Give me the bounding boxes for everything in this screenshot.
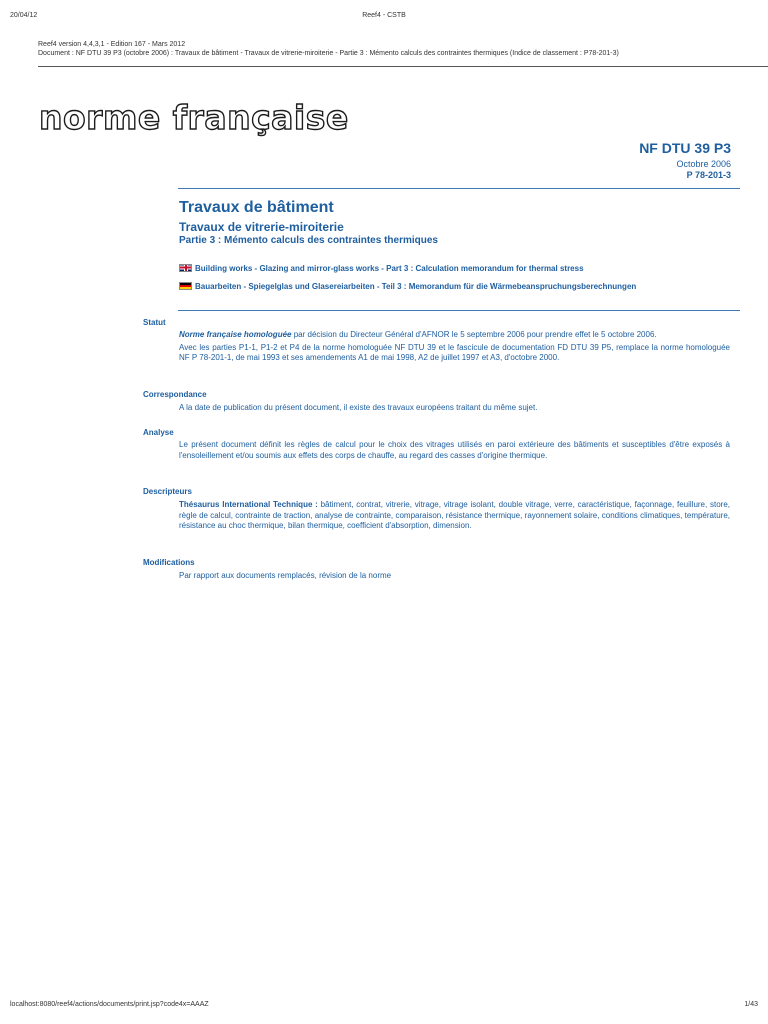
standard-code: NF DTU 39 P3 <box>639 140 731 156</box>
section-label-correspondance: Correspondance <box>143 390 207 399</box>
statut-paragraph-1 <box>179 330 730 341</box>
english-title-text: Building works - Glazing and mirror-glass works - Part 3 : Calculation memorandum for thermal stress <box>195 264 584 273</box>
uk-flag-icon <box>179 264 192 272</box>
header-divider <box>38 66 768 67</box>
section-body-descripteurs <box>179 500 730 532</box>
classification-index: P 78-201-3 <box>686 170 731 180</box>
document-title: Travaux de bâtiment <box>179 199 334 216</box>
german-title <box>179 281 739 292</box>
german-title-text: Bauarbeiten - Spiegelglas und Glasereiarbeiten - Teil 3 : Memorandum für die Wärmebeanspruchungsberechnungen <box>195 282 637 291</box>
statut-paragraph-2: Avec les parties P1-1, P1-2 et P4 de la norme homologuée NF DTU 39 et le fascicule de documentation FD DTU 39 P5, remplace la norme homologuée NF P 78-201-1, de mai 1993 et ses amendements A1 de mai 1998, A2 de juillet 1997 et A3, d'octobre 2000. <box>179 342 730 363</box>
section-body-statut <box>179 330 730 364</box>
descripteurs-text: bâtiment, contrat, vitrerie, vitrage, vitrage isolant, double vitrage, verre, caractéristique, façonnage, feuillure, store, règle de calcul, contrainte de traction, analyse de contrainte, comparaison, résistance thermique, rayonnement solaire, conditions climatiques, température, résistance au choc thermique, bilan thermique, coefficient d'absorption, dimension. <box>179 500 731 531</box>
print-date: 20/04/12 <box>10 12 38 19</box>
section-label-modifications: Modifications <box>143 558 195 567</box>
section-label-descripteurs: Descripteurs <box>143 487 192 496</box>
print-url: localhost:8080/reef4/actions/documents/print.jsp?code4x=AAAZ <box>10 1001 209 1008</box>
statut-text: par décision du Directeur Général d'AFNOR le 5 septembre 2006 pour prendre effet le 5 octobre 2006. <box>291 330 657 339</box>
standard-date: Octobre 2006 <box>676 159 731 169</box>
document-line: Document : NF DTU 39 P3 (octobre 2006) : Travaux de bâtiment - Travaux de vitrerie-miroiterie - Partie 3 : Mémento calculs des contraintes thermiques (Indice de classement : P78-201-3) <box>38 50 619 57</box>
document-part-title: Partie 3 : Mémento calculs des contraintes thermiques <box>179 235 438 246</box>
section-body-modifications: Par rapport aux documents remplacés, révision de la norme <box>179 571 392 580</box>
norme-francaise-logo: norme française <box>39 98 349 137</box>
version-line: Reef4 version 4,4,3,1 - Edition 167 - Mars 2012 <box>38 41 186 48</box>
title-divider-bottom <box>178 310 740 311</box>
section-label-statut: Statut <box>143 318 166 327</box>
germany-flag-icon <box>179 282 192 290</box>
page-number: 1/43 <box>744 1001 758 1008</box>
section-label-analyse: Analyse <box>143 428 174 437</box>
section-body-correspondance: A la date de publication du présent document, il existe des travaux européens traitant du même sujet. <box>179 403 538 412</box>
descripteurs-lead: Thésaurus International Technique : <box>179 500 318 509</box>
section-body-analyse: Le présent document définit les règles de calcul pour le choix des vitrages utilisés en paroi extérieure des bâtiments et susceptibles d'être exposés à l'ensoleillement et/ou soumis aux effets des corps de chauffe, au regard des casses d'origine thermique. <box>179 440 730 460</box>
statut-lead: Norme française homologuée <box>179 330 292 339</box>
document-subtitle: Travaux de vitrerie-miroiterie <box>179 220 344 234</box>
english-title <box>179 263 739 274</box>
print-page-title: Reef4 - CSTB <box>362 12 406 19</box>
title-divider-top <box>178 188 740 189</box>
